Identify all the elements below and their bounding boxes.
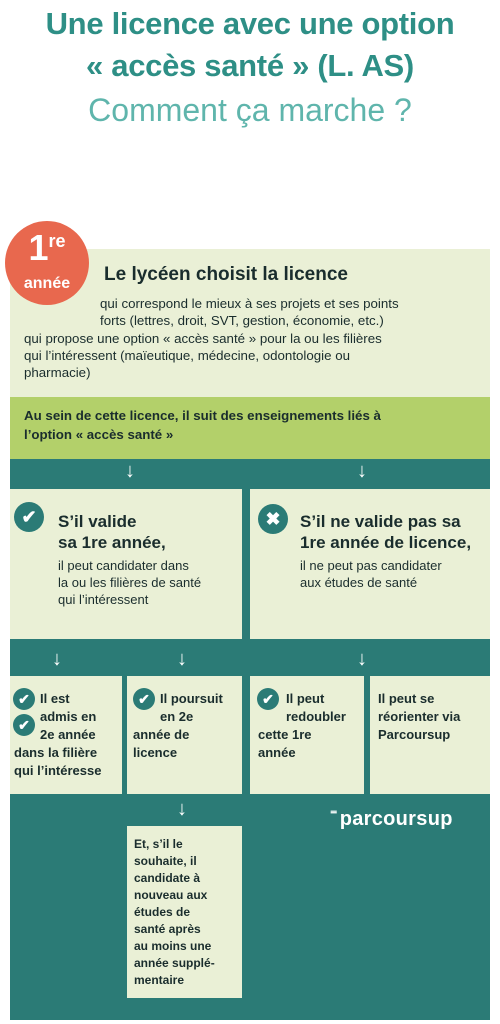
continues-line4: licence: [133, 745, 178, 760]
arrow-down-icon: ↓: [357, 648, 367, 670]
final-line: mentaire: [134, 973, 185, 987]
step1-line5: pharmacie): [24, 365, 91, 380]
final-line: au moins une: [134, 939, 212, 953]
step1-line2: forts (lettres, droit, SVT, gestion, économie, etc.): [100, 313, 384, 328]
repeats-line2: redoubler: [286, 709, 346, 724]
final-line: santé après: [134, 922, 201, 936]
reorients-line1: Il peut se: [378, 691, 435, 706]
badge-suffix: re: [48, 231, 66, 251]
repeats-line1: Il peut: [286, 691, 325, 706]
admitted-line4: dans la filière: [14, 745, 98, 760]
success-title-1: S’il valide: [58, 512, 137, 531]
arrow-down-icon: ↓: [357, 460, 367, 482]
admitted-line1: Il est: [40, 691, 70, 706]
check-icon: ✔: [14, 502, 44, 532]
success-line2: la ou les filières de santé: [58, 575, 202, 590]
final-text: [134, 836, 215, 989]
repeats-line3: cette 1re: [258, 727, 312, 742]
cross-icon: ✖: [258, 504, 288, 534]
final-line: souhaite, il: [134, 854, 197, 868]
check-icon: ✔: [133, 688, 155, 710]
failure-line2: aux études de santé: [300, 575, 418, 590]
step1-line1: qui correspond le mieux à ses projets et ses points: [100, 296, 399, 311]
admitted-line3: 2e année: [40, 727, 96, 742]
success-line3: qui l’intéressent: [58, 592, 149, 607]
year-badge: [5, 221, 89, 305]
step1-line3: qui propose une option « accès santé » pour la ou les filières: [24, 331, 382, 346]
admitted-line5: qui l’intéresse: [14, 763, 102, 778]
logo-mark-icon: ⁼: [330, 806, 338, 822]
subtitle: Comment ça marche ?: [88, 92, 412, 128]
arrow-down-icon: ↓: [125, 460, 135, 482]
final-line: nouveau aux: [134, 888, 208, 902]
continues-line1: Il poursuit: [160, 691, 223, 706]
reorients-line2: réorienter via: [378, 709, 461, 724]
arrow-down-icon: ↓: [177, 648, 187, 670]
title-line-2: « accès santé » (L. AS): [86, 48, 414, 83]
success-line1: il peut candidater dans: [58, 558, 189, 573]
step1-line4: qui l’intéressent (maïeutique, médecine, odontologie ou: [24, 348, 350, 363]
final-line: études de: [134, 905, 191, 919]
final-line: Et, s’il le: [134, 837, 183, 851]
reorients-line3: Parcoursup: [378, 727, 451, 742]
step1-heading: Le lycéen choisit la licence: [104, 264, 348, 285]
arrow-down-icon: ↓: [177, 798, 187, 820]
continues-line2: en 2e: [160, 709, 194, 724]
parcoursup-logo: [330, 808, 453, 831]
band-line1: Au sein de cette licence, il suit des enseignements liés à: [24, 408, 381, 423]
repeats-line4: année: [258, 745, 296, 760]
failure-title-1: S’il ne valide pas sa: [300, 512, 461, 531]
title-line-1: Une licence avec une option: [45, 6, 455, 41]
badge-number: 1: [28, 227, 49, 268]
continues-line3: année de: [133, 727, 190, 742]
check-icon: ✔: [13, 714, 35, 736]
final-line: candidate à: [134, 871, 201, 885]
badge-word: année: [23, 275, 71, 292]
check-icon: ✔: [257, 688, 279, 710]
logo-text: parcoursup: [339, 808, 453, 830]
final-line: année supplé-: [134, 956, 215, 970]
success-title-2: sa 1re année,: [58, 533, 166, 552]
failure-title-2: 1re année de licence,: [300, 533, 472, 552]
admitted-line2: admis en: [40, 709, 97, 724]
band-line2: l’option « accès santé »: [24, 427, 174, 442]
check-icon: ✔: [13, 688, 35, 710]
failure-line1: il ne peut pas candidater: [300, 558, 442, 573]
arrow-down-icon: ↓: [52, 648, 62, 670]
